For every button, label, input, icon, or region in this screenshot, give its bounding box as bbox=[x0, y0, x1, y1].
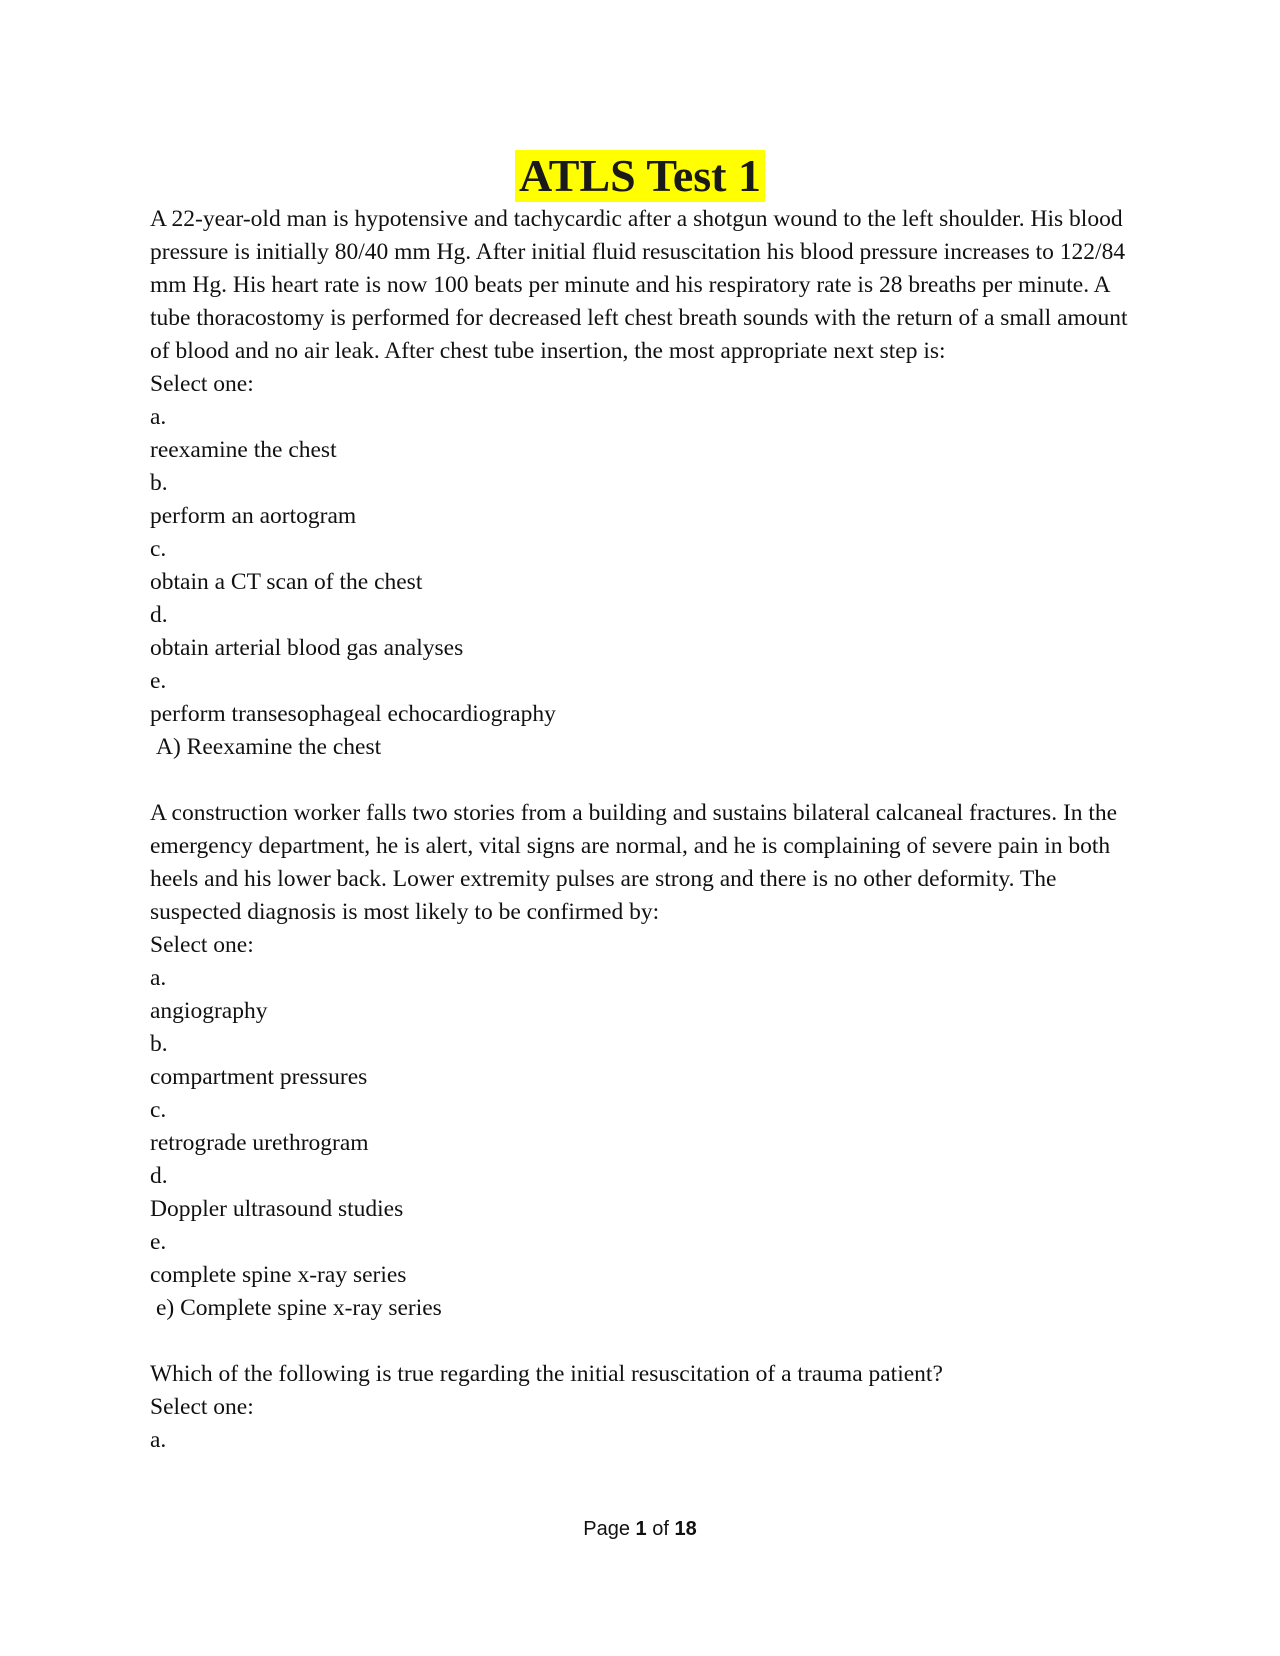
answer-key: A) Reexamine the chest bbox=[156, 734, 382, 760]
question-stem: A 22-year-old man is hypotensive and tachycardic after a shotgun wound to the left shoulder. His blood pressure is initially 80/40 mm Hg. After initial fluid resuscitation his blood pressure increases to 122/84 mm Hg. His heart rate is now 100 beats per minute and his respiratory rate is 28 breaths per minute. A tube thoracostomy is performed for decreased left chest breath sounds with the return of a small amount of blood and no air leak. After chest tube insertion, the most appropriate next step is: bbox=[150, 206, 1128, 364]
page-label: Page bbox=[583, 1518, 630, 1540]
option-letter: e. bbox=[150, 1229, 167, 1255]
option-letter: e. bbox=[150, 668, 167, 694]
select-prompt: Select one: bbox=[150, 371, 254, 397]
option-letter: c. bbox=[150, 1097, 167, 1123]
option-text: compartment pressures bbox=[150, 1064, 368, 1090]
option-text: perform transesophageal echocardiography bbox=[150, 701, 556, 727]
option-text: retrograde urethrogram bbox=[150, 1130, 369, 1156]
question-stem: Which of the following is true regarding the initial resuscitation of a trauma patient? bbox=[150, 1361, 943, 1387]
question-2 bbox=[150, 797, 1140, 1325]
option-text: Doppler ultrasound studies bbox=[150, 1196, 404, 1222]
option-letter: a. bbox=[150, 1427, 167, 1453]
option-text: obtain a CT scan of the chest bbox=[150, 569, 423, 595]
select-prompt: Select one: bbox=[150, 932, 254, 958]
option-letter: b. bbox=[150, 1031, 168, 1057]
option-letter: d. bbox=[150, 1163, 168, 1189]
question-1 bbox=[150, 203, 1140, 764]
page-footer bbox=[0, 1518, 1280, 1541]
answer-key: e) Complete spine x-ray series bbox=[156, 1295, 442, 1321]
option-letter: d. bbox=[150, 602, 168, 628]
option-text: reexamine the chest bbox=[150, 437, 337, 463]
question-stem: A construction worker falls two stories from a building and sustains bilateral calcaneal fractures. In the emergency department, he is alert, vital signs are normal, and he is complaining of severe pain in both heels and his lower back. Lower extremity pulses are strong and there is no other deformity. The suspected diagnosis is most likely to be confirmed by: bbox=[150, 800, 1118, 925]
document-body bbox=[150, 203, 1140, 1457]
option-letter: a. bbox=[150, 965, 167, 991]
option-text: perform an aortogram bbox=[150, 503, 357, 529]
spacer bbox=[150, 1325, 1140, 1358]
option-text: complete spine x-ray series bbox=[150, 1262, 407, 1288]
page-total: 18 bbox=[674, 1518, 697, 1540]
option-text: angiography bbox=[150, 998, 268, 1024]
option-letter: b. bbox=[150, 470, 168, 496]
option-letter: c. bbox=[150, 536, 167, 562]
select-prompt: Select one: bbox=[150, 1394, 254, 1420]
document-title: ATLS Test 1 bbox=[515, 150, 765, 202]
title-container bbox=[0, 150, 1280, 202]
of-label: of bbox=[652, 1518, 669, 1540]
page-number: 1 bbox=[635, 1518, 647, 1540]
option-text: obtain arterial blood gas analyses bbox=[150, 635, 464, 661]
option-letter: a. bbox=[150, 404, 167, 430]
spacer bbox=[150, 764, 1140, 797]
question-3 bbox=[150, 1358, 1140, 1457]
